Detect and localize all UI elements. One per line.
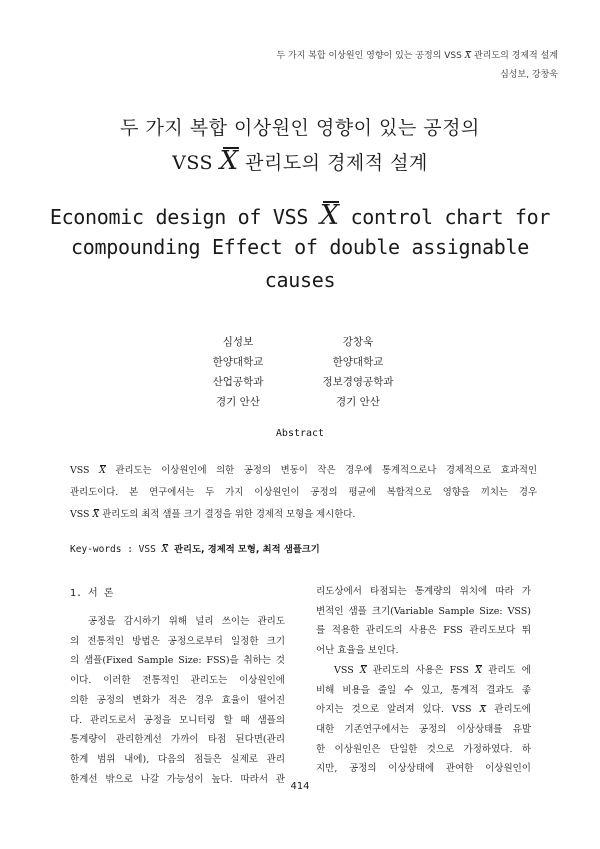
x-bar-symbol: X (475, 664, 482, 676)
x-bar-symbol: X (359, 664, 367, 676)
x-bar-symbol: X (319, 200, 339, 231)
author-name: 심성보 (222, 336, 254, 348)
x-bar-symbol: X (479, 704, 487, 716)
author-location: 경기 안산 (216, 396, 260, 408)
author-department: 산업공학과 (212, 376, 264, 388)
title-korean-line1: 두 가지 복합 이상원인 영향이 있는 공정의 (120, 117, 480, 139)
author-affiliation: 한양대학교 (332, 356, 384, 368)
x-bar-symbol: X (161, 544, 169, 555)
author-affiliation: 한양대학교 (212, 356, 264, 368)
x-bar-symbol: X (99, 465, 106, 476)
x-bar-symbol: X (92, 509, 100, 520)
x-bar-symbol: X (219, 146, 239, 176)
title-korean-line2: VSS X 관리도의 경제적 설계 (172, 146, 428, 176)
running-head (276, 47, 558, 85)
x-bar-symbol: X (464, 51, 472, 61)
author-2 (283, 332, 433, 412)
keywords: Key-words : VSS X 관리도, 경제적 모형, 최적 샘플크기 (70, 544, 320, 555)
page-number: 414 (290, 781, 310, 792)
author-department: 정보경영공학과 (322, 376, 394, 388)
running-head-title: 두 가지 복합 이상원인 영향이 있는 공정의 VSS X 관리도의 경제적 설계 (276, 51, 558, 61)
right-column: 리도상에서 타점되는 통계량의 위치에 따라 가 변적인 샘플 크기(Variable Sample Size: VSS) 를 적용한 관리도의 사용은 FSS 관리도보다 뛰 어난 효율을 보인다. VSS X 관리도의 사용은 FSS X 관리도 에 비해 비용을 줄일 수 있고, 통계적 결과도 좋 아지는 것으로 알려져 있다. VSS X 관리도에 대한 기존연구에서는 공정의 이상상태를 유발 한 이상원인은 단일한 것으로 가정하였다. 하 지만, 공정의 이상상태에 관여한 이상원인이 (316, 586, 531, 775)
title-english-line3: causes (264, 268, 336, 292)
running-head-authors: 심성보, 강창욱 (500, 70, 558, 80)
abstract-heading: Abstract (275, 428, 325, 439)
author-name: 강창욱 (342, 336, 374, 348)
left-column: 공정을 감시하기 위해 널리 쓰이는 관리도 의 전통적인 방법은 공정으로부터 일정한 크기 의 샘플(Fixed Sample Size: FSS)을 취하는 것 이다. 이러한 전통적인 관리도는 이상원인에 의한 공정의 변화가 적은 경우 효율이 떨어진 다. 관리도로서 공정을 모니터링 할 때 샘플의 통계량이 관리한계선 가까이 타점 된다면(관리 한계 범위 내에), 다음의 점들은 실제로 관리 한계선 밖으로 나갈 가능성이 높다. 따라서 관 (70, 616, 285, 785)
title-english-line2: compounding Effect of double assignable (71, 235, 529, 259)
abstract-body: VSS X 관리도는 이상원인에 의한 공정의 변동이 작은 경우에 통계적으로나 경제적으로 효과적인 관리도이다. 본 연구에서는 두 가지 이상원인이 공정의 평균에 복합적으로 영향을 끼치는 경우 VSS X 관리도의 최적 샘플 크기 결정을 위한 경제적 모형을 제시한다. (70, 465, 538, 520)
author-location: 경기 안산 (336, 396, 380, 408)
section-heading: 1. 서 론 (70, 588, 114, 599)
title-english-line1: Economic design of VSS X control chart for (49, 200, 551, 231)
